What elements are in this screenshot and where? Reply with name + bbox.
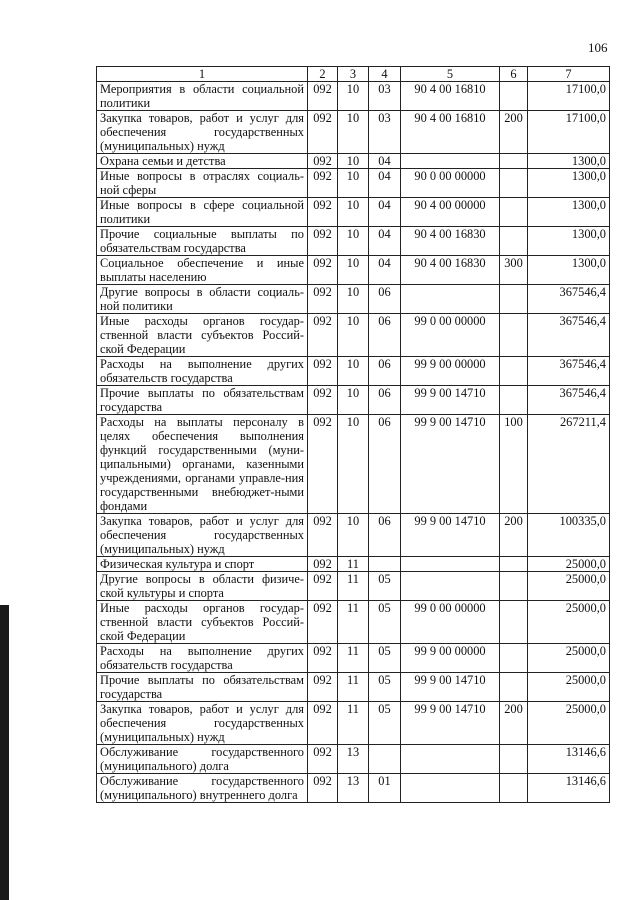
row-name-cell: Прочие выплаты по обязательствам государства (97, 673, 308, 702)
row-name-cell: Прочие выплаты по обязательствам государства (97, 386, 308, 415)
row-amount-cell: 367546,4 (528, 285, 610, 314)
row-code-cell: 092 (308, 154, 338, 169)
table-row (97, 198, 610, 227)
row-section-cell: 11 (338, 572, 369, 601)
row-section-cell: 11 (338, 601, 369, 644)
row-name-cell: Расходы на выплаты персоналу в целях обеспечения выполнения функций государственными (муни-ципальными) органами, казенными учреждениями, органами управле-ния государственными внебюджет-ными фондами (97, 415, 308, 514)
table-row (97, 601, 610, 644)
table-row (97, 557, 610, 572)
row-target-cell: 90 0 00 00000 (401, 169, 500, 198)
row-type-cell (500, 572, 528, 601)
row-section-cell: 13 (338, 745, 369, 774)
row-code-cell: 092 (308, 357, 338, 386)
row-subsection-cell: 06 (369, 415, 401, 514)
row-code-cell: 092 (308, 256, 338, 285)
row-target-cell: 99 9 00 14710 (401, 702, 500, 745)
row-type-cell (500, 644, 528, 673)
row-subsection-cell: 06 (369, 514, 401, 557)
row-code-cell: 092 (308, 702, 338, 745)
row-code-cell: 092 (308, 415, 338, 514)
row-section-cell: 10 (338, 314, 369, 357)
row-target-cell (401, 745, 500, 774)
table-row (97, 227, 610, 256)
row-type-cell (500, 82, 528, 111)
row-name-cell: Закупка товаров, работ и услуг для обеспечения государственных (муниципальных) нужд (97, 702, 308, 745)
table-row (97, 386, 610, 415)
row-amount-cell: 367546,4 (528, 386, 610, 415)
row-code-cell: 092 (308, 82, 338, 111)
row-type-cell: 200 (500, 514, 528, 557)
row-name-cell: Иные вопросы в отраслях социаль-ной сферы (97, 169, 308, 198)
table-row (97, 285, 610, 314)
budget-table (96, 66, 610, 803)
row-code-cell: 092 (308, 745, 338, 774)
row-subsection-cell: 03 (369, 82, 401, 111)
row-type-cell (500, 601, 528, 644)
row-code-cell: 092 (308, 774, 338, 803)
row-target-cell (401, 572, 500, 601)
row-target-cell: 90 4 00 16810 (401, 111, 500, 154)
row-type-cell: 300 (500, 256, 528, 285)
row-name-cell: Другие вопросы в области социаль-ной политики (97, 285, 308, 314)
header-cell-5: 5 (401, 67, 500, 82)
row-section-cell: 10 (338, 111, 369, 154)
row-subsection-cell: 06 (369, 285, 401, 314)
row-code-cell: 092 (308, 285, 338, 314)
row-target-cell: 99 9 00 14710 (401, 415, 500, 514)
table-row (97, 673, 610, 702)
row-type-cell (500, 745, 528, 774)
row-subsection-cell: 06 (369, 386, 401, 415)
table-row (97, 572, 610, 601)
row-section-cell: 10 (338, 514, 369, 557)
row-name-cell: Иные вопросы в сфере социальной политики (97, 198, 308, 227)
table-row (97, 745, 610, 774)
table-row (97, 111, 610, 154)
row-section-cell: 10 (338, 386, 369, 415)
row-target-cell: 99 9 00 00000 (401, 357, 500, 386)
row-section-cell: 10 (338, 198, 369, 227)
row-target-cell: 99 9 00 14710 (401, 386, 500, 415)
row-section-cell: 11 (338, 644, 369, 673)
table-row (97, 256, 610, 285)
row-type-cell (500, 673, 528, 702)
row-subsection-cell: 04 (369, 154, 401, 169)
row-type-cell (500, 357, 528, 386)
header-cell-2: 2 (308, 67, 338, 82)
row-section-cell: 11 (338, 557, 369, 572)
row-subsection-cell: 05 (369, 572, 401, 601)
row-type-cell (500, 154, 528, 169)
row-subsection-cell: 04 (369, 198, 401, 227)
row-name-cell: Закупка товаров, работ и услуг для обеспечения государственных (муниципальных) нужд (97, 514, 308, 557)
row-section-cell: 10 (338, 256, 369, 285)
row-code-cell: 092 (308, 514, 338, 557)
row-name-cell: Закупка товаров, работ и услуг для обеспечения государственных (муниципальных) нужд (97, 111, 308, 154)
row-name-cell: Обслуживание государственного (муниципального) долга (97, 745, 308, 774)
row-code-cell: 092 (308, 644, 338, 673)
row-amount-cell: 25000,0 (528, 644, 610, 673)
row-code-cell: 092 (308, 198, 338, 227)
row-section-cell: 11 (338, 702, 369, 745)
row-code-cell: 092 (308, 386, 338, 415)
row-subsection-cell: 05 (369, 644, 401, 673)
row-code-cell: 092 (308, 601, 338, 644)
row-name-cell: Иные расходы органов государ-ственной власти субъектов Россий-ской Федерации (97, 601, 308, 644)
row-name-cell: Прочие социальные выплаты по обязательствам государства (97, 227, 308, 256)
table-row (97, 514, 610, 557)
header-cell-7: 7 (528, 67, 610, 82)
row-name-cell: Другие вопросы в области физиче-ской культуры и спорта (97, 572, 308, 601)
row-subsection-cell: 06 (369, 314, 401, 357)
row-section-cell: 10 (338, 169, 369, 198)
row-subsection-cell: 04 (369, 227, 401, 256)
table-row (97, 357, 610, 386)
page-number: 106 (588, 40, 608, 55)
row-amount-cell: 25000,0 (528, 572, 610, 601)
row-name-cell: Иные расходы органов государ-ственной власти субъектов Россий-ской Федерации (97, 314, 308, 357)
row-subsection-cell (369, 557, 401, 572)
row-subsection-cell: 04 (369, 256, 401, 285)
row-amount-cell: 1300,0 (528, 169, 610, 198)
row-amount-cell: 1300,0 (528, 154, 610, 169)
row-type-cell (500, 198, 528, 227)
row-target-cell: 99 9 00 00000 (401, 644, 500, 673)
row-code-cell: 092 (308, 227, 338, 256)
row-type-cell: 200 (500, 702, 528, 745)
table-row (97, 774, 610, 803)
row-subsection-cell: 06 (369, 357, 401, 386)
row-amount-cell: 1300,0 (528, 198, 610, 227)
row-type-cell (500, 227, 528, 256)
row-subsection-cell (369, 745, 401, 774)
row-amount-cell: 367546,4 (528, 314, 610, 357)
table-row (97, 415, 610, 514)
header-cell-4: 4 (369, 67, 401, 82)
row-section-cell: 10 (338, 285, 369, 314)
row-subsection-cell: 05 (369, 673, 401, 702)
row-section-cell: 10 (338, 415, 369, 514)
header-cell-3: 3 (338, 67, 369, 82)
row-code-cell: 092 (308, 169, 338, 198)
row-type-cell (500, 314, 528, 357)
row-name-cell: Охрана семьи и детства (97, 154, 308, 169)
row-type-cell (500, 285, 528, 314)
table-row (97, 169, 610, 198)
row-amount-cell: 25000,0 (528, 557, 610, 572)
table-row (97, 644, 610, 673)
row-target-cell: 90 4 00 00000 (401, 198, 500, 227)
row-amount-cell: 1300,0 (528, 256, 610, 285)
row-section-cell: 10 (338, 82, 369, 111)
row-name-cell: Расходы на выполнение других обязательств государства (97, 357, 308, 386)
row-amount-cell: 13146,6 (528, 745, 610, 774)
table-row (97, 82, 610, 111)
row-name-cell: Мероприятия в области социальной политики (97, 82, 308, 111)
row-code-cell: 092 (308, 111, 338, 154)
row-target-cell: 90 4 00 16830 (401, 227, 500, 256)
row-subsection-cell: 03 (369, 111, 401, 154)
row-amount-cell: 25000,0 (528, 702, 610, 745)
row-section-cell: 10 (338, 357, 369, 386)
row-amount-cell: 267211,4 (528, 415, 610, 514)
row-type-cell: 200 (500, 111, 528, 154)
row-target-cell (401, 557, 500, 572)
row-name-cell: Физическая культура и спорт (97, 557, 308, 572)
row-target-cell (401, 285, 500, 314)
row-type-cell (500, 774, 528, 803)
row-code-cell: 092 (308, 557, 338, 572)
row-subsection-cell: 05 (369, 702, 401, 745)
row-amount-cell: 17100,0 (528, 82, 610, 111)
header-row (97, 67, 610, 82)
row-section-cell: 10 (338, 227, 369, 256)
row-section-cell: 11 (338, 673, 369, 702)
row-target-cell (401, 154, 500, 169)
table-row (97, 702, 610, 745)
row-type-cell (500, 557, 528, 572)
row-subsection-cell: 01 (369, 774, 401, 803)
row-subsection-cell: 05 (369, 601, 401, 644)
row-amount-cell: 25000,0 (528, 673, 610, 702)
table-row (97, 154, 610, 169)
header-cell-6: 6 (500, 67, 528, 82)
row-section-cell: 10 (338, 154, 369, 169)
header-cell-1: 1 (97, 67, 308, 82)
row-code-cell: 092 (308, 572, 338, 601)
row-section-cell: 13 (338, 774, 369, 803)
row-name-cell: Социальное обеспечение и иные выплаты населению (97, 256, 308, 285)
row-amount-cell: 13146,6 (528, 774, 610, 803)
row-amount-cell: 100335,0 (528, 514, 610, 557)
row-target-cell: 90 4 00 16830 (401, 256, 500, 285)
row-target-cell: 99 0 00 00000 (401, 314, 500, 357)
row-code-cell: 092 (308, 314, 338, 357)
row-type-cell (500, 169, 528, 198)
row-target-cell: 99 9 00 14710 (401, 673, 500, 702)
scan-shadow-edge (0, 605, 9, 900)
row-name-cell: Расходы на выполнение других обязательств государства (97, 644, 308, 673)
row-code-cell: 092 (308, 673, 338, 702)
row-amount-cell: 1300,0 (528, 227, 610, 256)
row-target-cell (401, 774, 500, 803)
row-amount-cell: 25000,0 (528, 601, 610, 644)
row-target-cell: 90 4 00 16810 (401, 82, 500, 111)
table-row (97, 314, 610, 357)
row-type-cell: 100 (500, 415, 528, 514)
row-target-cell: 99 0 00 00000 (401, 601, 500, 644)
row-amount-cell: 367546,4 (528, 357, 610, 386)
row-target-cell: 99 9 00 14710 (401, 514, 500, 557)
row-subsection-cell: 04 (369, 169, 401, 198)
row-type-cell (500, 386, 528, 415)
row-amount-cell: 17100,0 (528, 111, 610, 154)
row-name-cell: Обслуживание государственного (муниципального) внутреннего долга (97, 774, 308, 803)
